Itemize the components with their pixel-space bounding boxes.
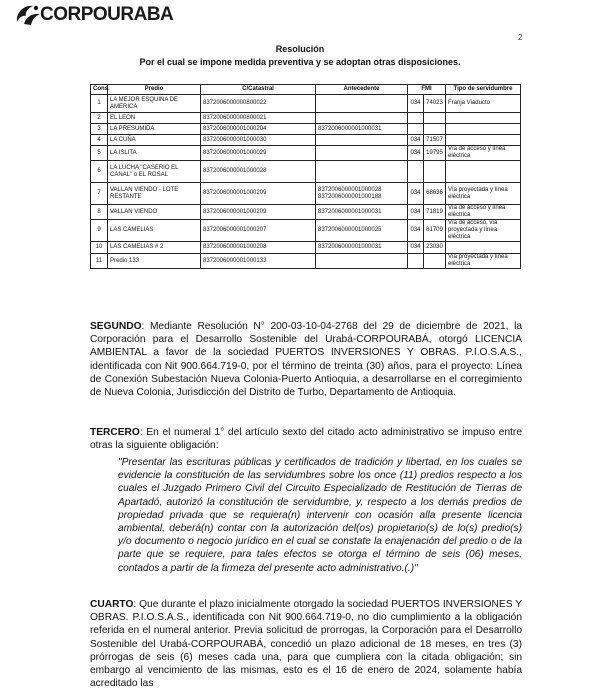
table-row xyxy=(91,146,521,161)
cell-fmi-code xyxy=(408,254,424,269)
cell-cons: 9 xyxy=(91,220,108,242)
cuarto-text: : Que durante el plazo inicialmente otorgado la sociedad PUERTOS INVERSIONES Y OBRAS. P.I.O.S.A.S., identificada con Nit 900.664.719-0, no dio cumplimiento a la obligación referida en el numeral anterior. Previa solicitud de prorrogas, la Corporación para el Desarrollo Sostenible del Urabá-CORPOURABÁ, concedió un plazo adicional de 18 meses, en tres (3) prórrogas de seis (6) meses cada una, para que cumpliera con la citada obligación; sin embargo al vencimiento de las mismas, esto es el 16 de enero de 2024, solamente había acreditado las xyxy=(90,599,522,690)
cell-cons: 10 xyxy=(91,242,108,254)
cell-tipo-servidumbre: Franja Viaducto xyxy=(446,95,521,113)
cell-cons: 6 xyxy=(91,161,108,183)
segundo-paragraph xyxy=(90,320,522,399)
table-row xyxy=(91,124,521,135)
cell-fmi-code xyxy=(408,124,424,135)
cell-fmi-code xyxy=(408,113,424,124)
cell-predio: LA MEJOR ESQUINA DE AMERICA xyxy=(108,95,201,113)
cell-fmi-number: 74023 xyxy=(424,95,446,113)
table-row xyxy=(91,242,521,254)
cell-tipo-servidumbre xyxy=(446,113,521,124)
cell-fmi-code: 034 xyxy=(408,242,424,254)
cell-catastral: 8372006000001000207 xyxy=(201,220,316,242)
cuarto-label: CUARTO xyxy=(90,599,134,610)
cell-tipo-servidumbre: Vía proyectada y línea eléctrica xyxy=(446,183,521,205)
tercero-label: TERCERO xyxy=(90,427,140,438)
cell-catastral: 8372006000001000208 xyxy=(201,242,316,254)
cell-tipo-servidumbre xyxy=(446,135,521,146)
cell-tipo-servidumbre xyxy=(446,242,521,254)
cell-predio: LA ISLITA xyxy=(108,146,201,161)
cell-cons: 2 xyxy=(91,113,108,124)
column-header: Cons. xyxy=(91,85,108,95)
cell-antecedente xyxy=(316,113,408,124)
table-row xyxy=(91,220,521,242)
cell-predio: LA PRESUMIDA xyxy=(108,124,201,135)
logo-text: CORPOURABA xyxy=(40,4,174,25)
cell-catastral: 8372006000001000030 xyxy=(201,135,316,146)
cell-fmi-code: 034 xyxy=(408,95,424,113)
page-number: 2 xyxy=(518,33,523,42)
cell-predio: LAS CAMELIAS # 2 xyxy=(108,242,201,254)
cell-fmi-number: 19795 xyxy=(424,146,446,161)
cell-predio: VALLAN VIENDO - LOTE RESTANTE xyxy=(108,183,201,205)
document-title: Resolución xyxy=(275,44,325,54)
cell-predio: Predio 133 xyxy=(108,254,201,269)
segundo-text: : Mediante Resolución N° 200-03-10-04-2768 del 29 de diciembre de 2021, la Corporación para el Desarrollo Sostenible del Urabá-CORPOURABÁ, otorgó LICENCIA AMBIENTAL a favor de la sociedad PUERTOS INVERSIONES Y OBRAS. P.I.O.S.A.S., identificada con Nit 900.664.719-0, por el término de treinta (30) años, para el proyecto: Línea de Conexión Subestación Nueva Colonia-Puerto Antioquia, a desarrollarse en el corregimiento de Nueva Colonia, Jurisdicción del Distrito de Turbo, Departamento de Antioquia. xyxy=(90,321,522,399)
column-header: Predio xyxy=(108,85,201,95)
cell-predio: VALLAN VIENDO xyxy=(108,205,201,220)
table-header-row xyxy=(91,85,521,95)
cell-catastral: 8372006000001000209 xyxy=(201,205,316,220)
column-header: Tipo de servidumbre xyxy=(446,85,521,95)
cell-cons: 5 xyxy=(91,146,108,161)
cell-fmi-code: 034 xyxy=(408,146,424,161)
cell-fmi-number: 23030 xyxy=(424,242,446,254)
cuarto-paragraph xyxy=(90,598,522,690)
column-header: FMI xyxy=(408,85,446,95)
cell-fmi-code: 034 xyxy=(408,205,424,220)
quoted-obligation: "Presentar las escrituras públicas y certificados de tradición y libertad, en los cuales se evidencie la constitución de las servidumbres sobre los once (11) predios respecto a los cuales el Juzgado Primero Civil del Circuito Especializado de Restitución de Tierras de Apartadó, autorizó la constitución de servidumbre, y, respecto a los demás predios de propiedad privada que se requiera(n) intervenir con ocasión alla presente licencia ambiental, deberá(n) contar con la autorización del(os) propietario(s) de lo(s) predio(s) y/o documento o negocio jurídico en el cual se constate la enajenación del predio o de la parte que se requiere, para tales efectos se otorga el término de seis (06) meses, contados a partir de la firmeza del presente acto administrativo.(.)" xyxy=(118,457,522,574)
cell-antecedente xyxy=(316,254,408,269)
cell-catastral: 8372006000000800022 xyxy=(201,95,316,113)
cell-antecedente xyxy=(316,161,408,183)
cell-fmi-number: 81709 xyxy=(424,220,446,242)
cell-cons: 8 xyxy=(91,205,108,220)
column-header: C/Catastral xyxy=(201,85,316,95)
cell-fmi-number xyxy=(424,254,446,269)
tercero-text: : En el numeral 1° del artículo sexto del citado acto administrativo se impuso entre otras la siguiente obligación: xyxy=(90,427,522,452)
cell-cons: 4 xyxy=(91,135,108,146)
column-header: Antecedente xyxy=(316,85,408,95)
cell-predio: LAS CAMELIAS xyxy=(108,220,201,242)
servidumbre-table xyxy=(90,84,521,269)
cell-fmi-number: 71507 xyxy=(424,135,446,146)
table-row xyxy=(91,161,521,183)
cell-cons: 7 xyxy=(91,183,108,205)
cell-tipo-servidumbre xyxy=(446,124,521,135)
cell-cons: 11 xyxy=(91,254,108,269)
cell-fmi-number xyxy=(424,124,446,135)
cell-antecedente xyxy=(316,146,408,161)
cell-tipo-servidumbre: Vía de acceso y línea eléctrica xyxy=(446,146,521,161)
corpouraba-logo xyxy=(14,2,173,28)
cell-catastral: 8372006000001000204 xyxy=(201,124,316,135)
table-row xyxy=(91,183,521,205)
cell-antecedente: 8372006000001000031 xyxy=(316,124,408,135)
cell-predio: LA CUÑA xyxy=(108,135,201,146)
table-row xyxy=(91,205,521,220)
cell-tipo-servidumbre xyxy=(446,161,521,183)
tercero-paragraph xyxy=(90,426,522,452)
cell-fmi-code xyxy=(408,161,424,183)
cell-fmi-number: 71819 xyxy=(424,205,446,220)
document-subtitle: Por el cual se impone medida preventiva y se adoptan otras disposiciones. xyxy=(139,57,461,67)
cell-tipo-servidumbre: Vía proyectada y línea eléctrica xyxy=(446,254,521,269)
cell-catastral: 8372006000000800021 xyxy=(201,113,316,124)
segundo-label: SEGUNDO xyxy=(90,321,142,332)
table-row xyxy=(91,113,521,124)
cell-fmi-code: 034 xyxy=(408,183,424,205)
cell-predio: LA LUCHA "CASERIO EL CANAL" o EL ROSAL xyxy=(108,161,201,183)
cell-catastral: 8372006000001000209 xyxy=(201,183,316,205)
cell-fmi-number: 68636 xyxy=(424,183,446,205)
cell-antecedente xyxy=(316,135,408,146)
cell-antecedente xyxy=(316,95,408,113)
cell-tipo-servidumbre: Vía de acceso y línea eléctrica xyxy=(446,205,521,220)
cell-predio: EL LEON xyxy=(108,113,201,124)
cell-fmi-code: 034 xyxy=(408,135,424,146)
cell-antecedente: 8372006000001000031 xyxy=(316,242,408,254)
cell-catastral: 8372006000001000028 xyxy=(201,161,316,183)
cell-antecedente: 8372006000001000025 xyxy=(316,220,408,242)
cell-fmi-number xyxy=(424,161,446,183)
table-row xyxy=(91,135,521,146)
cell-catastral: 8372006000001000029 xyxy=(201,146,316,161)
cell-fmi-code: 034 xyxy=(408,220,424,242)
cell-catastral: 8372006000001000133 xyxy=(201,254,316,269)
table-row xyxy=(91,95,521,113)
cell-antecedente: 8372006000001000028 8372006000001000188 xyxy=(316,183,408,205)
cell-cons: 3 xyxy=(91,124,108,135)
table-row xyxy=(91,254,521,269)
cell-cons: 1 xyxy=(91,95,108,113)
cell-fmi-number xyxy=(424,113,446,124)
cell-antecedente: 8372006000001000031 xyxy=(316,205,408,220)
cell-tipo-servidumbre: Vía de acceso, vía proyectada y línea eléctrica xyxy=(446,220,521,242)
